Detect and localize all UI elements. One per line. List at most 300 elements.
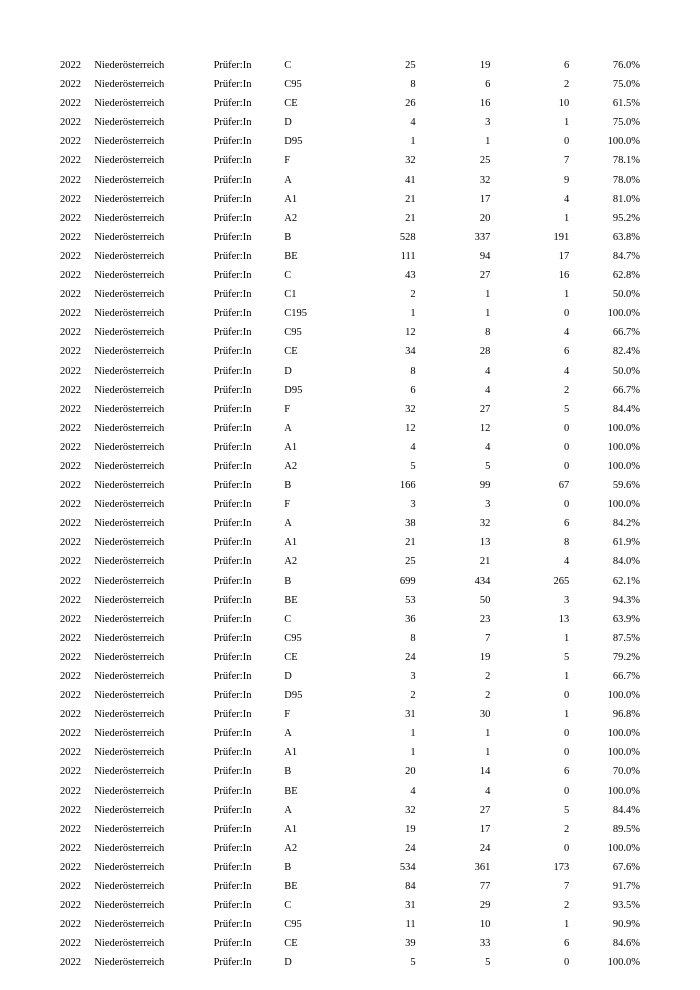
table-row	[60, 801, 640, 820]
cell-failed: 8	[563, 537, 570, 549]
cell-total: 166	[399, 480, 416, 492]
cell-category: A2	[284, 460, 298, 472]
cell-failed: 0	[563, 728, 570, 740]
cell-passed: 32	[479, 518, 491, 530]
cell-role: Prüfer:In	[213, 575, 252, 587]
cell-region: Niederösterreich	[94, 785, 165, 797]
cell-rate: 78.1%	[612, 155, 640, 167]
cell-failed: 1	[563, 289, 570, 301]
cell-region: Niederösterreich	[94, 537, 165, 549]
cell-region: Niederösterreich	[94, 155, 165, 167]
cell-total: 20	[405, 766, 416, 778]
cell-passed: 16	[479, 98, 491, 110]
cell-total: 32	[405, 804, 416, 816]
cell-region: Niederösterreich	[94, 575, 165, 587]
cell-category: B	[284, 766, 292, 778]
table-row	[60, 362, 640, 381]
cell-rate: 89.5%	[612, 823, 640, 835]
cell-rate: 75.0%	[612, 117, 640, 129]
cell-role: Prüfer:In	[213, 728, 252, 740]
cell-role: Prüfer:In	[213, 632, 252, 644]
cell-category: D	[284, 117, 292, 129]
cell-category: D95	[284, 690, 303, 702]
cell-passed: 3	[485, 499, 491, 511]
cell-rate: 91.7%	[612, 881, 640, 893]
cell-region: Niederösterreich	[94, 231, 165, 243]
cell-failed: 13	[558, 613, 570, 625]
cell-total: 34	[405, 346, 416, 358]
cell-year: 2022	[60, 613, 81, 625]
cell-region: Niederösterreich	[94, 193, 165, 205]
cell-passed: 4	[485, 441, 491, 453]
cell-failed: 0	[563, 422, 570, 434]
cell-failed: 0	[563, 441, 570, 453]
cell-total: 2	[410, 289, 416, 301]
cell-year: 2022	[60, 690, 81, 702]
cell-role: Prüfer:In	[213, 671, 252, 682]
cell-region: Niederösterreich	[94, 900, 165, 912]
cell-passed: 27	[479, 403, 491, 415]
cell-role: Prüfer:In	[213, 957, 252, 969]
cell-category: F	[284, 709, 291, 721]
cell-role: Prüfer:In	[213, 537, 252, 549]
cell-region: Niederösterreich	[94, 250, 165, 262]
cell-rate: 66.7%	[612, 327, 640, 339]
cell-category: C	[284, 613, 292, 625]
cell-rate: 84.6%	[612, 938, 640, 950]
table-row	[60, 247, 640, 266]
table-row	[60, 419, 640, 438]
table-row	[60, 132, 640, 151]
cell-region: Niederösterreich	[94, 556, 165, 568]
cell-category: C95	[284, 79, 302, 91]
cell-failed: 6	[563, 346, 570, 358]
table-row	[60, 572, 640, 591]
cell-category: B	[284, 575, 292, 587]
cell-total: 24	[405, 842, 416, 854]
table-row	[60, 94, 640, 113]
cell-role: Prüfer:In	[213, 212, 252, 224]
cell-role: Prüfer:In	[213, 308, 252, 320]
cell-category: A2	[284, 556, 298, 568]
cell-role: Prüfer:In	[213, 480, 252, 492]
cell-year: 2022	[60, 480, 81, 492]
cell-total: 25	[405, 60, 416, 71]
cell-role: Prüfer:In	[213, 690, 252, 702]
cell-year: 2022	[60, 403, 81, 415]
cell-year: 2022	[60, 174, 81, 186]
cell-year: 2022	[60, 709, 81, 721]
cell-year: 2022	[60, 365, 81, 377]
cell-passed: 361	[474, 861, 491, 873]
cell-rate: 66.7%	[612, 384, 640, 396]
table-row	[60, 190, 640, 209]
cell-rate: 100.0%	[607, 460, 640, 472]
cell-total: 1	[410, 308, 416, 320]
cell-region: Niederösterreich	[94, 709, 165, 721]
cell-category: CE	[284, 98, 298, 110]
cell-year: 2022	[60, 900, 81, 912]
cell-region: Niederösterreich	[94, 842, 165, 854]
cell-passed: 19	[479, 60, 491, 71]
cell-rate: 84.2%	[612, 518, 640, 530]
cell-category: D	[284, 671, 292, 682]
cell-total: 1	[410, 728, 416, 740]
cell-rate: 67.6%	[612, 861, 640, 873]
cell-failed: 7	[563, 881, 570, 893]
cell-year: 2022	[60, 327, 81, 339]
cell-region: Niederösterreich	[94, 79, 165, 91]
cell-role: Prüfer:In	[213, 155, 252, 167]
cell-failed: 6	[563, 938, 570, 950]
cell-passed: 23	[479, 613, 491, 625]
cell-year: 2022	[60, 346, 81, 358]
cell-role: Prüfer:In	[213, 422, 252, 434]
cell-passed: 27	[479, 804, 491, 816]
cell-region: Niederösterreich	[94, 861, 165, 873]
cell-role: Prüfer:In	[213, 709, 252, 721]
cell-rate: 90.9%	[612, 919, 640, 931]
cell-rate: 59.6%	[612, 480, 640, 492]
cell-category: BE	[284, 250, 298, 262]
cell-passed: 7	[485, 632, 491, 644]
cell-category: A1	[284, 747, 298, 759]
cell-year: 2022	[60, 460, 81, 472]
cell-rate: 81.0%	[612, 193, 640, 205]
cell-role: Prüfer:In	[213, 804, 252, 816]
cell-region: Niederösterreich	[94, 766, 165, 778]
cell-category: CE	[284, 346, 298, 358]
cell-region: Niederösterreich	[94, 384, 165, 396]
cell-total: 8	[410, 79, 416, 91]
cell-passed: 33	[479, 938, 491, 950]
cell-year: 2022	[60, 632, 81, 644]
cell-category: BE	[284, 785, 298, 797]
cell-role: Prüfer:In	[213, 346, 252, 358]
cell-category: C95	[284, 919, 302, 931]
cell-role: Prüfer:In	[213, 842, 252, 854]
cell-failed: 0	[563, 842, 570, 854]
cell-region: Niederösterreich	[94, 327, 165, 339]
cell-year: 2022	[60, 766, 81, 778]
cell-total: 6	[410, 384, 416, 396]
cell-rate: 82.4%	[612, 346, 640, 358]
cell-total: 41	[405, 174, 416, 186]
cell-role: Prüfer:In	[213, 823, 252, 835]
table-row	[60, 762, 640, 781]
cell-role: Prüfer:In	[213, 594, 252, 606]
cell-passed: 337	[474, 231, 491, 243]
cell-failed: 6	[563, 766, 570, 778]
cell-role: Prüfer:In	[213, 136, 252, 148]
cell-total: 5	[410, 460, 416, 472]
cell-total: 31	[405, 900, 416, 912]
cell-total: 534	[399, 861, 416, 873]
cell-total: 84	[405, 881, 416, 893]
cell-failed: 3	[563, 594, 570, 606]
cell-year: 2022	[60, 804, 81, 816]
cell-region: Niederösterreich	[94, 823, 165, 835]
cell-category: C	[284, 270, 292, 282]
cell-rate: 84.0%	[612, 556, 640, 568]
cell-passed: 434	[474, 575, 491, 587]
cell-region: Niederösterreich	[94, 499, 165, 511]
cell-region: Niederösterreich	[94, 919, 165, 931]
cell-region: Niederösterreich	[94, 747, 165, 759]
table-row	[60, 304, 640, 323]
cell-role: Prüfer:In	[213, 766, 252, 778]
table-row	[60, 75, 640, 94]
table-row	[60, 438, 640, 457]
cell-region: Niederösterreich	[94, 422, 165, 434]
table-row	[60, 686, 640, 705]
cell-year: 2022	[60, 212, 81, 224]
cell-region: Niederösterreich	[94, 881, 165, 893]
cell-year: 2022	[60, 728, 81, 740]
table-row	[60, 724, 640, 743]
cell-total: 1	[410, 747, 416, 759]
cell-year: 2022	[60, 231, 81, 243]
cell-year: 2022	[60, 518, 81, 530]
cell-rate: 76.0%	[612, 60, 640, 71]
cell-region: Niederösterreich	[94, 651, 165, 663]
cell-region: Niederösterreich	[94, 289, 165, 301]
cell-rate: 50.0%	[612, 365, 640, 377]
cell-passed: 12	[479, 422, 491, 434]
cell-region: Niederösterreich	[94, 671, 165, 682]
table-row	[60, 934, 640, 953]
cell-role: Prüfer:In	[213, 98, 252, 110]
cell-rate: 70.0%	[612, 766, 640, 778]
cell-role: Prüfer:In	[213, 747, 252, 759]
cell-passed: 4	[485, 365, 491, 377]
cell-passed: 10	[479, 919, 491, 931]
cell-passed: 1	[485, 289, 491, 301]
cell-region: Niederösterreich	[94, 594, 165, 606]
cell-role: Prüfer:In	[213, 117, 252, 129]
cell-role: Prüfer:In	[213, 460, 252, 472]
cell-category: C1	[284, 289, 297, 301]
cell-rate: 75.0%	[612, 79, 640, 91]
cell-failed: 0	[563, 690, 570, 702]
cell-category: A	[284, 422, 292, 434]
cell-year: 2022	[60, 250, 81, 262]
cell-failed: 6	[563, 60, 570, 71]
cell-region: Niederösterreich	[94, 690, 165, 702]
table-row	[60, 476, 640, 495]
cell-total: 528	[399, 231, 416, 243]
cell-rate: 100.0%	[607, 747, 640, 759]
cell-year: 2022	[60, 556, 81, 568]
cell-category: D	[284, 957, 292, 969]
table-row	[60, 953, 640, 972]
cell-role: Prüfer:In	[213, 613, 252, 625]
cell-failed: 17	[558, 250, 570, 262]
cell-region: Niederösterreich	[94, 212, 165, 224]
cell-region: Niederösterreich	[94, 480, 165, 492]
cell-year: 2022	[60, 919, 81, 931]
cell-region: Niederösterreich	[94, 957, 165, 969]
cell-category: BE	[284, 594, 298, 606]
cell-role: Prüfer:In	[213, 919, 252, 931]
table-row	[60, 171, 640, 190]
cell-passed: 3	[485, 117, 491, 129]
cell-total: 11	[405, 919, 416, 931]
cell-year: 2022	[60, 785, 81, 797]
table-row	[60, 610, 640, 629]
cell-region: Niederösterreich	[94, 460, 165, 472]
cell-failed: 6	[563, 518, 570, 530]
cell-failed: 5	[563, 651, 570, 663]
cell-region: Niederösterreich	[94, 174, 165, 186]
cell-year: 2022	[60, 823, 81, 835]
table-row	[60, 648, 640, 667]
cell-passed: 17	[479, 823, 491, 835]
table-row	[60, 400, 640, 419]
cell-role: Prüfer:In	[213, 60, 252, 71]
cell-total: 25	[405, 556, 416, 568]
cell-year: 2022	[60, 98, 81, 110]
table-row	[60, 743, 640, 762]
cell-category: C95	[284, 632, 302, 644]
cell-region: Niederösterreich	[94, 613, 165, 625]
table-row	[60, 705, 640, 724]
cell-failed: 0	[563, 785, 570, 797]
cell-failed: 4	[563, 193, 570, 205]
cell-passed: 14	[479, 766, 491, 778]
cell-failed: 0	[563, 747, 570, 759]
table-row	[60, 113, 640, 132]
cell-category: B	[284, 480, 292, 492]
cell-year: 2022	[60, 575, 81, 587]
cell-rate: 100.0%	[607, 422, 640, 434]
table-row	[60, 667, 640, 686]
cell-failed: 16	[558, 270, 570, 282]
cell-failed: 1	[563, 671, 570, 682]
table-row	[60, 495, 640, 514]
cell-category: BE	[284, 881, 298, 893]
cell-passed: 13	[479, 537, 491, 549]
table-row	[60, 820, 640, 839]
cell-failed: 0	[563, 308, 570, 320]
cell-rate: 87.5%	[612, 632, 640, 644]
cell-rate: 100.0%	[607, 136, 640, 148]
cell-year: 2022	[60, 881, 81, 893]
cell-year: 2022	[60, 671, 81, 682]
cell-region: Niederösterreich	[94, 117, 165, 129]
table-row	[60, 782, 640, 801]
cell-total: 2	[410, 690, 416, 702]
table-row	[60, 457, 640, 476]
table-row	[60, 915, 640, 934]
cell-passed: 32	[479, 174, 491, 186]
cell-failed: 0	[563, 499, 570, 511]
cell-category: A1	[284, 193, 298, 205]
table-row	[60, 266, 640, 285]
cell-passed: 27	[479, 270, 491, 282]
cell-category: C95	[284, 327, 302, 339]
cell-category: CE	[284, 938, 298, 950]
cell-rate: 100.0%	[607, 690, 640, 702]
cell-role: Prüfer:In	[213, 441, 252, 453]
table-row	[60, 896, 640, 915]
cell-total: 4	[410, 785, 416, 797]
table-row	[60, 151, 640, 170]
cell-region: Niederösterreich	[94, 728, 165, 740]
cell-rate: 100.0%	[607, 957, 640, 969]
cell-rate: 78.0%	[612, 174, 640, 186]
table-row	[60, 323, 640, 342]
cell-category: B	[284, 861, 292, 873]
cell-passed: 1	[485, 136, 491, 148]
cell-passed: 1	[485, 747, 491, 759]
cell-passed: 5	[485, 460, 491, 472]
cell-category: F	[284, 155, 291, 167]
cell-year: 2022	[60, 861, 81, 873]
cell-failed: 265	[553, 575, 570, 587]
cell-passed: 5	[485, 957, 491, 969]
cell-rate: 93.5%	[612, 900, 640, 912]
cell-role: Prüfer:In	[213, 327, 252, 339]
cell-failed: 5	[563, 403, 570, 415]
cell-category: A2	[284, 842, 298, 854]
cell-passed: 94	[479, 250, 491, 262]
cell-role: Prüfer:In	[213, 556, 252, 568]
table-row	[60, 629, 640, 648]
cell-region: Niederösterreich	[94, 60, 165, 71]
cell-category: B	[284, 231, 292, 243]
cell-year: 2022	[60, 957, 81, 969]
cell-total: 699	[399, 575, 416, 587]
cell-total: 39	[405, 938, 416, 950]
cell-category: D	[284, 365, 292, 377]
cell-rate: 66.7%	[612, 671, 640, 682]
table-row	[60, 56, 640, 75]
cell-role: Prüfer:In	[213, 250, 252, 262]
cell-failed: 10	[558, 98, 570, 110]
cell-year: 2022	[60, 384, 81, 396]
cell-category: F	[284, 499, 291, 511]
cell-year: 2022	[60, 422, 81, 434]
cell-total: 36	[405, 613, 416, 625]
cell-rate: 96.8%	[612, 709, 640, 721]
cell-passed: 77	[479, 881, 491, 893]
cell-total: 4	[410, 117, 416, 129]
cell-year: 2022	[60, 747, 81, 759]
table-row	[60, 342, 640, 361]
table-row	[60, 877, 640, 896]
cell-region: Niederösterreich	[94, 518, 165, 530]
table-row	[60, 514, 640, 533]
cell-rate: 61.9%	[612, 537, 640, 549]
cell-region: Niederösterreich	[94, 365, 165, 377]
cell-role: Prüfer:In	[213, 403, 252, 415]
cell-year: 2022	[60, 289, 81, 301]
cell-year: 2022	[60, 651, 81, 663]
cell-region: Niederösterreich	[94, 632, 165, 644]
cell-region: Niederösterreich	[94, 270, 165, 282]
cell-failed: 0	[563, 460, 570, 472]
cell-failed: 7	[563, 155, 570, 167]
cell-year: 2022	[60, 938, 81, 950]
cell-region: Niederösterreich	[94, 98, 165, 110]
cell-passed: 4	[485, 785, 491, 797]
cell-passed: 50	[479, 594, 491, 606]
cell-category: A	[284, 518, 292, 530]
cell-rate: 100.0%	[607, 499, 640, 511]
cell-region: Niederösterreich	[94, 136, 165, 148]
cell-failed: 2	[563, 900, 570, 912]
